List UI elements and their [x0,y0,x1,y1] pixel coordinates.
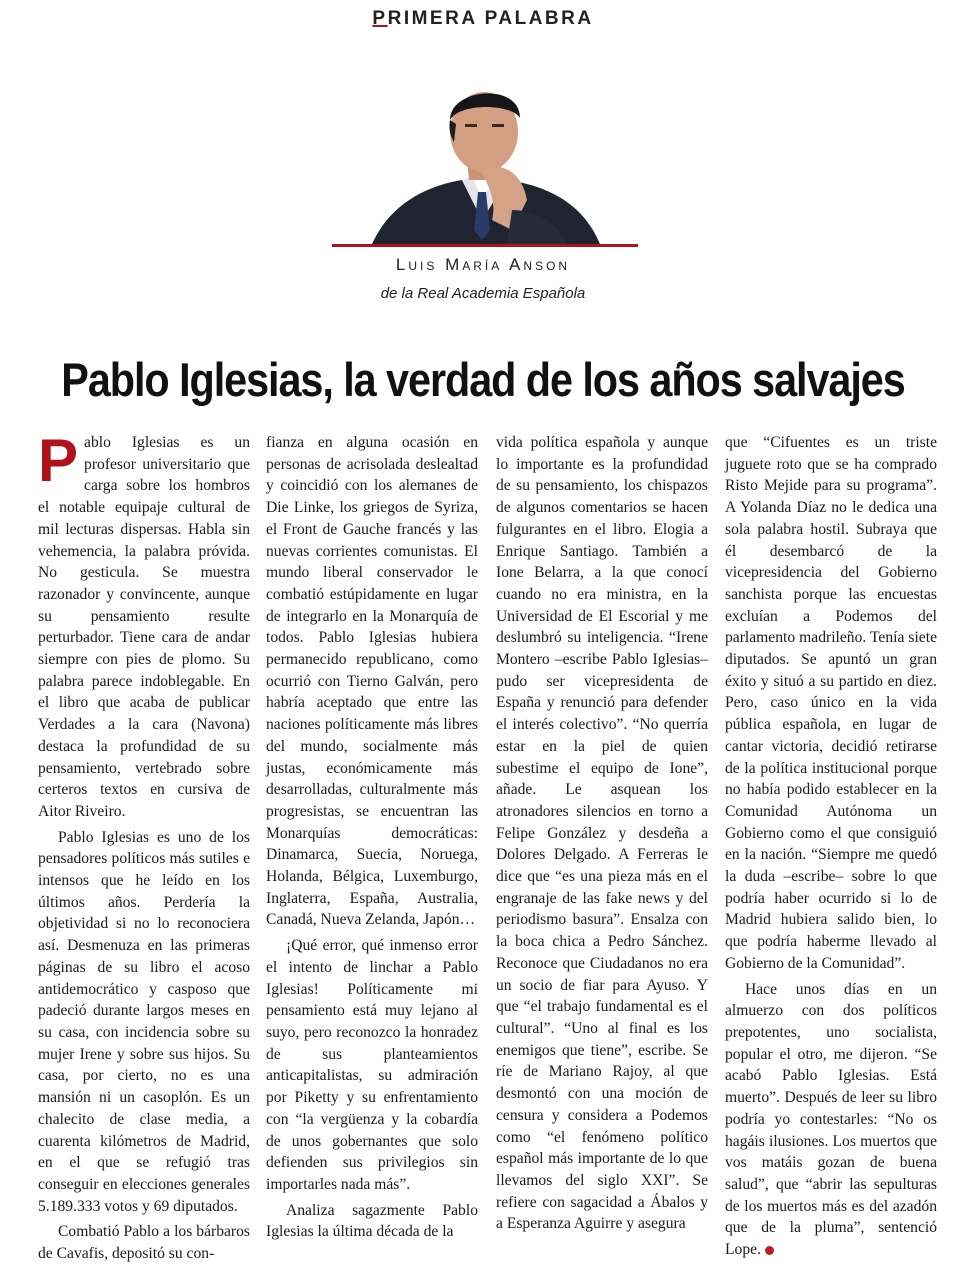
article-column-1 [38,427,250,1265]
author-portrait-image [332,80,638,244]
section-title-initial: P [372,8,388,29]
article-paragraph: fianza en alguna ocasión en personas de acrisolada deslealtad y coincidió con los alemanes de Die Linke, los griegos de Syriza, el Front de Gauche francés y las nuevas corrientes comunistas. El mundo liberal conservador le combatió estúpidamente en lugar de integrarlo en la Monarquía de todos. Pablo Iglesias hubiera permanecido republicano, como ocurrió con Tierno Galván, pero habría aceptado que entre las naciones políticamente más libres del mundo, socialmente más justas, económicamente más desarrolladas, culturalmente más progresistas, se encuentran las Monarquías democráticas: Dinamarca, Suecia, Noruega, Holanda, Bélgica, Luxemburgo, Inglaterra, España, Australia, Canadá, Nueva Zelanda, Japón… [266,434,478,929]
article-paragraph: Combatió Pablo a los bárbaros de Cavafis, depositó su con- [38,1223,250,1263]
section-title [0,8,966,30]
article-paragraph: Analiza sagazmente Pablo Iglesias la última década de la [266,1201,478,1241]
article-column-3 [496,432,708,1235]
paragraph-text: ablo Iglesias es un profesor universitario que carga sobre los hombros el notable equipaje cultural de mil lecturas dispersas. Habla sin vehemencia, la palabra próvida. No gesticula. Se muestra razonador y convincente, aunque su pensamiento resulte perturbador. Tiene cara de andar siempre con pies de plomo. Su palabra parece indoblegable. En el libro que acaba de publicar Verdades a la cara (Navona) destaca la profundidad de su pensamiento, vertebrado sobre certeros textos en cursiva de Aitor Riveiro. [38,434,250,820]
article-paragraph-last [725,979,937,1261]
paragraph-text: Hace unos días en un almuerzo con dos políticos prepotentes, uno socialista, popular el otro, me dijeron. “Se acabó Pablo Iglesias. Está muerto”. Después de leer su libro podría yo contestarles: “No os hagáis ilusiones. Los muertos que vos matáis gozan de buena salud”, que “abrir las sepulturas de los muertos más es del azadón que de la pluma”, sentenció Lope. [725,980,937,1259]
author-name: Luis María Anson [395,255,571,274]
article-paragraph [38,427,250,823]
end-of-article-dot-icon [765,1246,774,1255]
author-role: de la Real Academia Española [380,285,586,302]
article-paragraph: vida política española y aunque lo importante es la profundidad de su pensamiento, los chispazos de algunos comentarios se hacen fulgurantes en el libro. Elogia a Enrique Santiago. También a Ione Belarra, a la que conocí cuando no era ministra, en la Universidad de El Escorial y me deslumbró su inteligencia. “Irene Montero –escribe Pablo Iglesias– pudo ser vicepresidenta de España y renunció para defender el interés colectivo”. “No querría estar en la piel de quien subestime el equipo de Ione”, añade. Le asquean los atronadores silencios en torno a Felipe González y desdeña a Dolores Delgado. A Ferreras le dice que “es una pieza más en el engranaje de las fake news y del periodismo basura”. Ensalza con la boca chica a Pedro Sánchez. Reconoce que Ciudadanos no era un socio de fiar para Ayuso. Y que “el trabajo fundamental es el cultural”. “Uno al final es los enemigos que tiene”, escribe. Se ríe de Mariano Rajoy, al que desmontó con una moción de censura y considera a Podemos como “el fenómeno político español más importante de lo que llevamos del siglo XXI”. Se refiere con sagacidad a Ábalos y a Esperanza Aguirre y asegura [496,434,708,1233]
section-title-text: PRIMERA PALABRA [372,8,594,29]
article-paragraph: Pablo Iglesias es uno de los pensadores políticos más sutiles e intensos que he leído en los últimos años. Perdería la objetividad si no lo reconociera así. Desmenuza en las primeras páginas de su libro el acoso antidemocrático y casposo que padeció durante largos meses en su casa, con incidencia sobre su mujer Irene y sobre sus hijos. Su casa, por cierto, no es una mansión ni un casoplón. Es un chalecito de clase media, a cuarenta kilómetros de Madrid, en el que se refugió tras conseguir en elecciones generales 5.189.333 votos y 69 diputados. [38,828,250,1215]
article-paragraph: que “Cifuentes es un triste juguete roto que se ha comprado Risto Mejide para su programa”. A Yolanda Díaz no le dedica una sola palabra hostil. Subraya que él desembarcó de la vicepresidencia del Gobierno sanchista porque las encuestas excluían a Podemos del parlamento madrileño. Tenía siete diputados. Se apuntó un gran éxito y situó a su partido en diez. Pero, caso único en la vida pública española, en lugar de cantar victoria, decidió retirarse de la política institucional porque no había podido establecer en la Comunidad Autónoma un Gobierno como el que consiguió en la nación. “Siempre me quedó la duda –escribe– sobre lo que podría haber ocurrido si lo de Madrid hubiera salido bien, lo que podría haberme llevado al Gobierno de la Comunidad”. [725,434,937,972]
author-portrait [332,80,638,247]
article-paragraph: ¡Qué error, qué inmenso error el intento de linchar a Pablo Iglesias! Políticamente mi pensamiento está muy lejano al suyo, pero reconozco la honradez de sus planteamientos anticapitalistas, su admiración por Piketty y su enfrentamiento con “la vergüenza y la cobardía de unos gobernantes que solo defienden sus privilegios sin importarles nada más”. [266,937,478,1193]
article-column-2 [266,432,478,1243]
article-headline: Pablo Iglesias, la verdad de los años salvajes [61,353,905,406]
article-column-4 [725,432,937,1261]
drop-cap: P [38,427,79,494]
